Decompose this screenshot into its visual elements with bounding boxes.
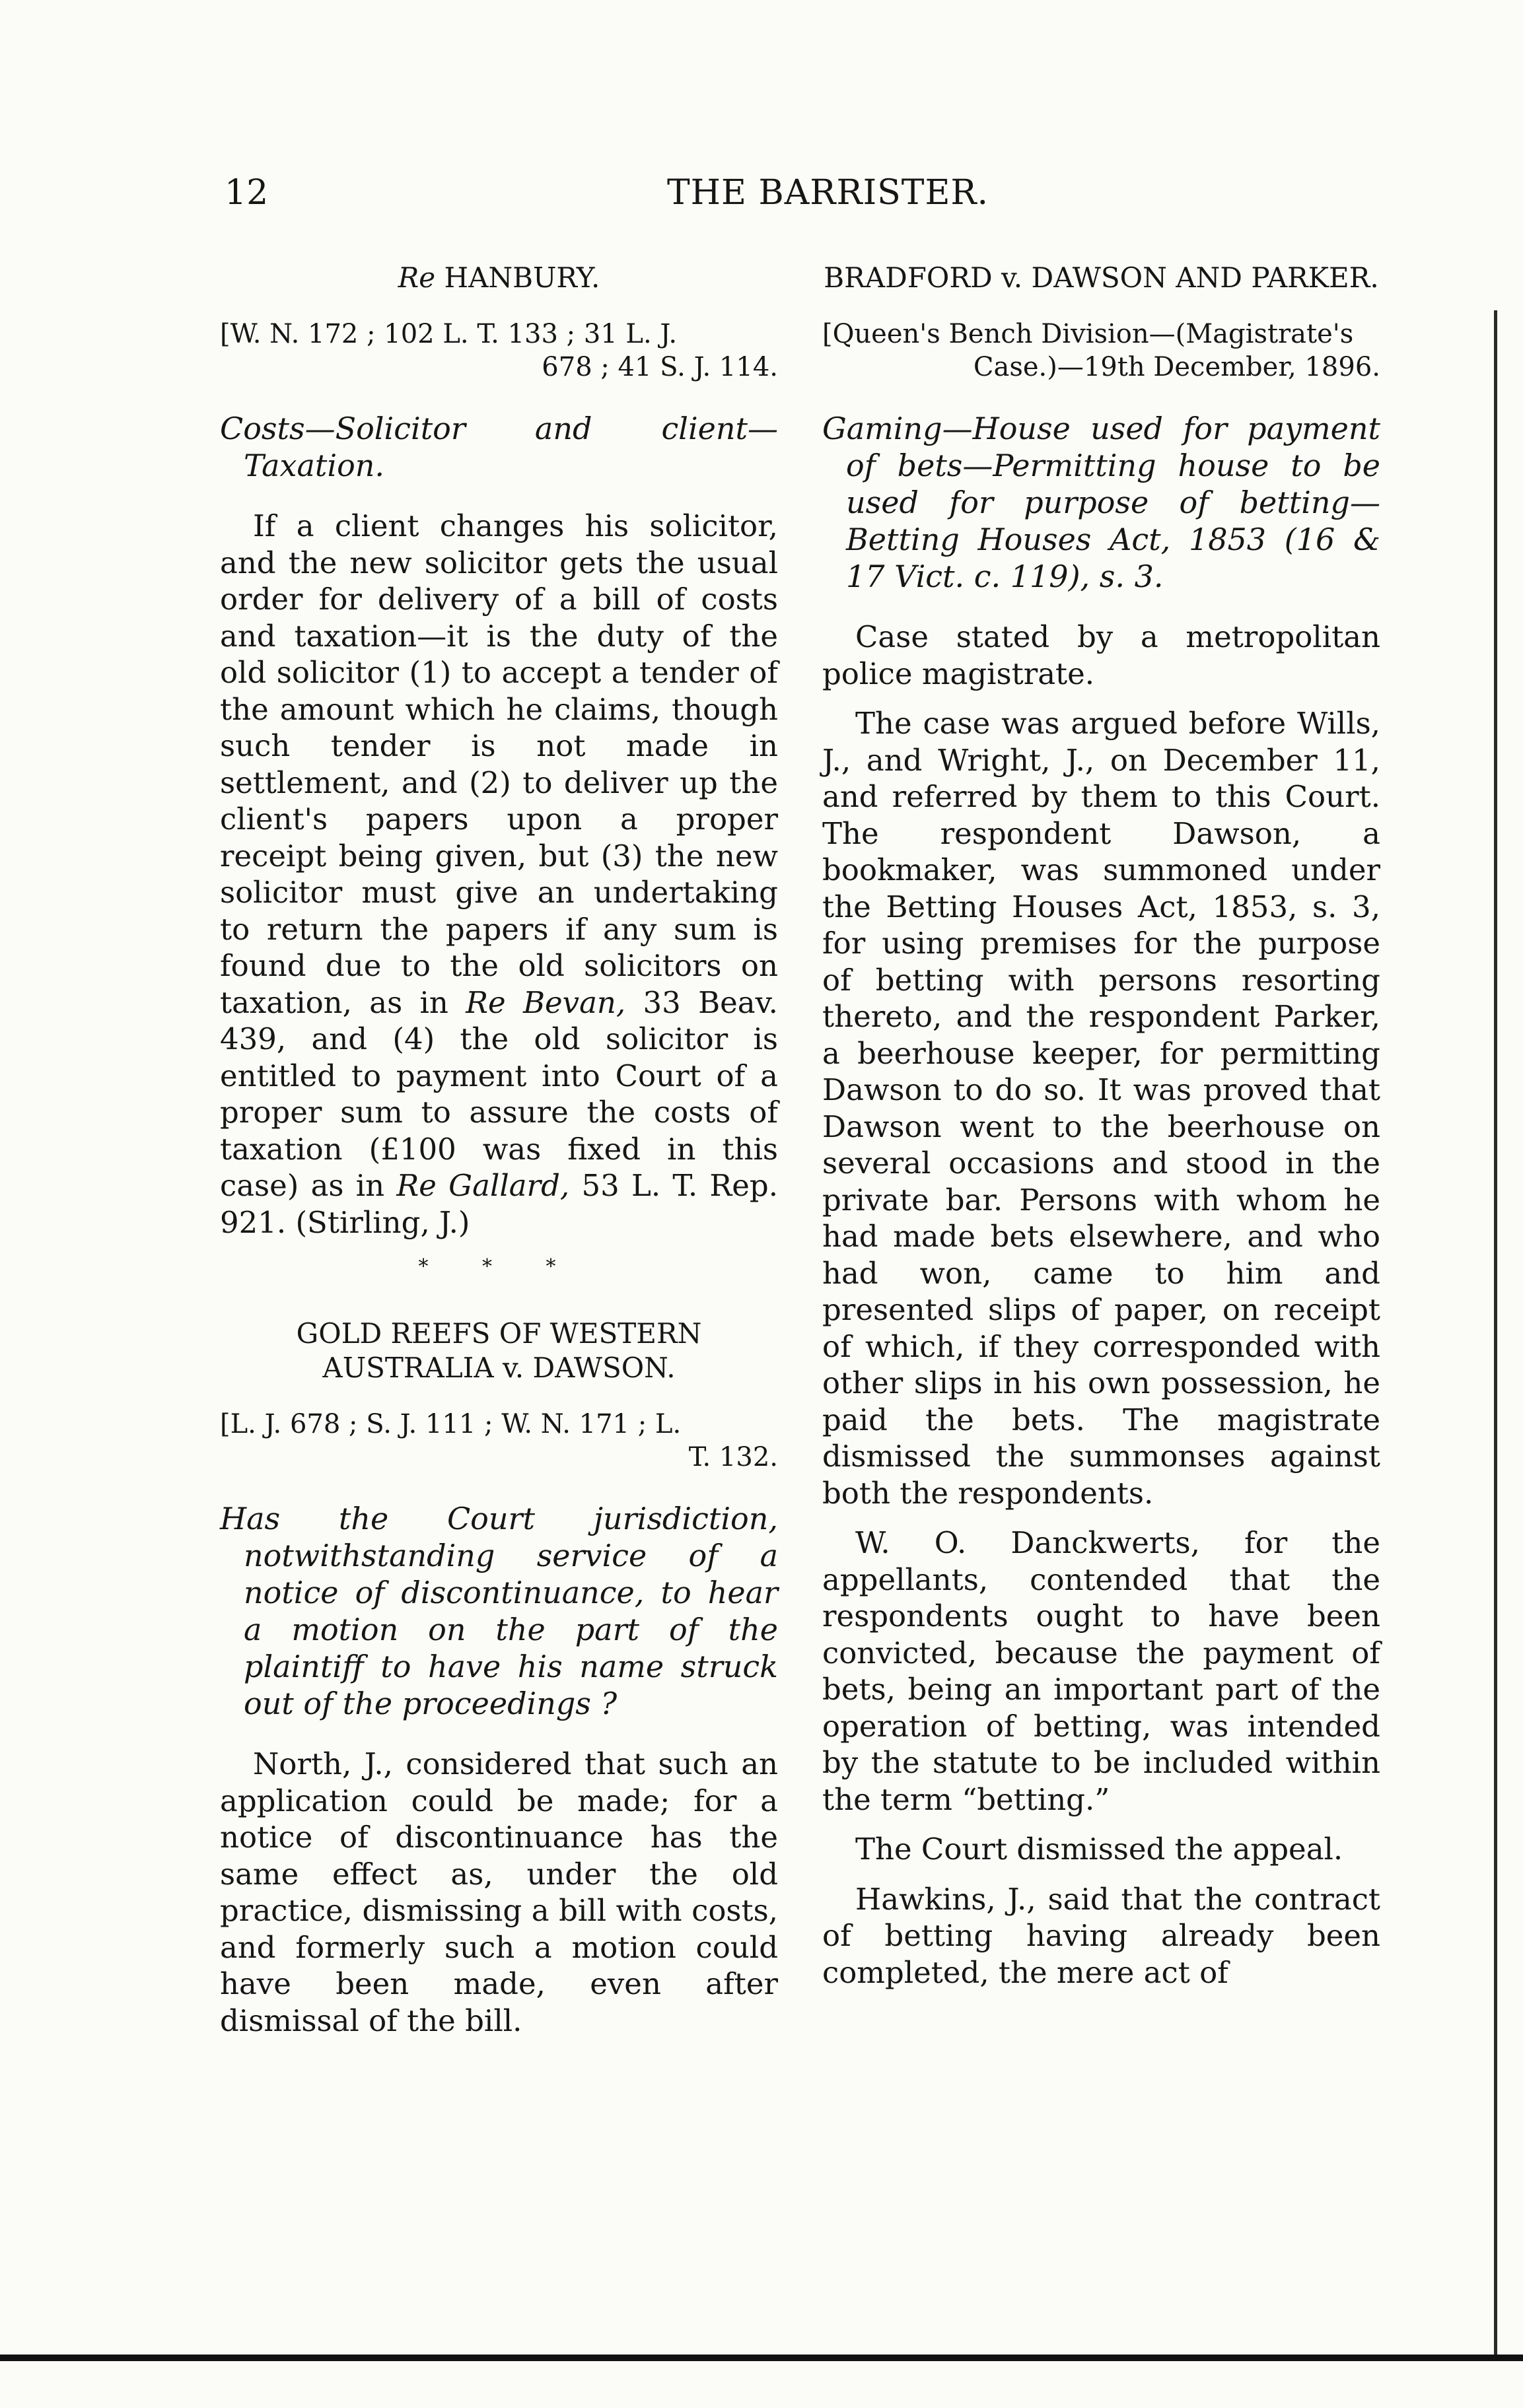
body-paragraph: W. O. Danckwerts, for the appellants, contended that the respondents ought to have been convicted, because the payment of bets, being an important part of the operation of betting, was intended by the statute to be included within the term “betting.”: [822, 1525, 1380, 1817]
citation-gold-reefs: [220, 1408, 778, 1474]
left-column: [220, 261, 778, 2052]
right-column: [822, 261, 1380, 2004]
case-title-bradford: BRADFORD v. DAWSON AND PARKER.: [824, 261, 1379, 294]
citation-line: Case.)—19th December, 1896.: [973, 352, 1380, 382]
case-reference: Re Bevan,: [466, 984, 626, 1020]
citation-hanbury: [220, 318, 778, 384]
headnote-hanbury: Costs—Solicitor and client—Taxation.: [220, 411, 778, 483]
citation-line: T. 132.: [688, 1442, 778, 1472]
body-paragraph: Hawkins, J., said that the contract of betting having already been completed, the mere act of: [822, 1881, 1380, 1990]
body-paragraph: The Court dismissed the appeal.: [855, 1832, 1343, 1867]
page-header: [225, 173, 1361, 226]
case-title-hanbury: [220, 261, 778, 295]
case-title-prefix: Re: [398, 261, 436, 294]
page-number: 12: [225, 173, 269, 213]
case-title-gold-reefs: GOLD REEFS OF WESTERN AUSTRALIA v. DAWSON.: [296, 1317, 702, 1384]
section-separator: * * *: [418, 1255, 580, 1278]
body-paragraph: The case was argued before Wills, J., and Wright, J., on December 11, and referred by them to this Court. The respondent Dawson, a bookmaker, was summoned under the Betting Houses Act, 1853, s. 3, for using premises for the purpose of betting with persons resorting thereto, and the respondent Parker, a beerhouse keeper, for permitting Dawson to do so. It was proved that Dawson went to the beerhouse on several occasions and stood in the private bar. Persons with whom he had made bets elsewhere, and who had won, came to him and presented slips of paper, on receipt of which, if they corresponded with other slips in his own possession, he paid the bets. The magistrate dismissed the summonses against both the respondents.: [822, 706, 1380, 1511]
bottom-rule: [0, 2355, 1523, 2361]
body-text: 33 Beav. 439, and (4) the old solicitor is entitled to payment into Court of a proper sum to assure the costs of taxation (£100 was fixed in this case) as in: [220, 984, 778, 1203]
case-title-name: HANBURY.: [444, 261, 600, 294]
citation-line: [L. J. 678 ; S. J. 111 ; W. N. 171 ; L.: [220, 1409, 682, 1439]
citation-line: [W. N. 172 ; 102 L. T. 133 ; 31 L. J.: [220, 319, 678, 349]
body-gold-reefs: North, J., considered that such an application could be made; for a notice of discontinuance has the same effect as, under the old practice, dismissing a bill with costs, and formerly such a motion could have been made, even after dismissal of the bill.: [220, 1746, 778, 2038]
body-text: 53 L. T. Rep. 921. (Stirling, J.): [220, 1168, 779, 1240]
body-paragraph: Case stated by a metropolitan police magistrate.: [822, 619, 1380, 691]
running-title: THE BARRISTER.: [667, 173, 989, 213]
body-text: If a client changes his solicitor, and the new solicitor gets the usual order for delivery of a bill of costs and taxation—it is the duty of the old solicitor (1) to accept a tender of the amount which he claims, though such tender is not made in settlement, and (2) to deliver up the client's papers upon a proper receipt being given, but (3) the new solicitor must give an undertaking to return the papers if any sum is found due to the old solicitors on taxation, as in: [220, 508, 778, 1020]
citation-bradford: [822, 318, 1380, 384]
citation-line: 678 ; 41 S. J. 114.: [542, 352, 778, 382]
headnote-gold-reefs: Has the Court jurisdiction, notwithstanding service of a notice of discontinuance, to hear a motion on the part of the plaintiff to have his name struck out of the proceedings ?: [220, 1501, 778, 1721]
headnote-bradford: Gaming—House used for payment of bets—Permitting house to be used for purpose of betting—Betting Houses Act, 1853 (16 & 17 Vict. c. 119), s. 3.: [822, 411, 1380, 594]
scan-edge-line: [1494, 310, 1497, 2357]
citation-line: [Queen's Bench Division—(Magistrate's: [822, 319, 1354, 349]
body-hanbury: [220, 508, 778, 1241]
case-reference: Re Gallard,: [396, 1168, 570, 1203]
